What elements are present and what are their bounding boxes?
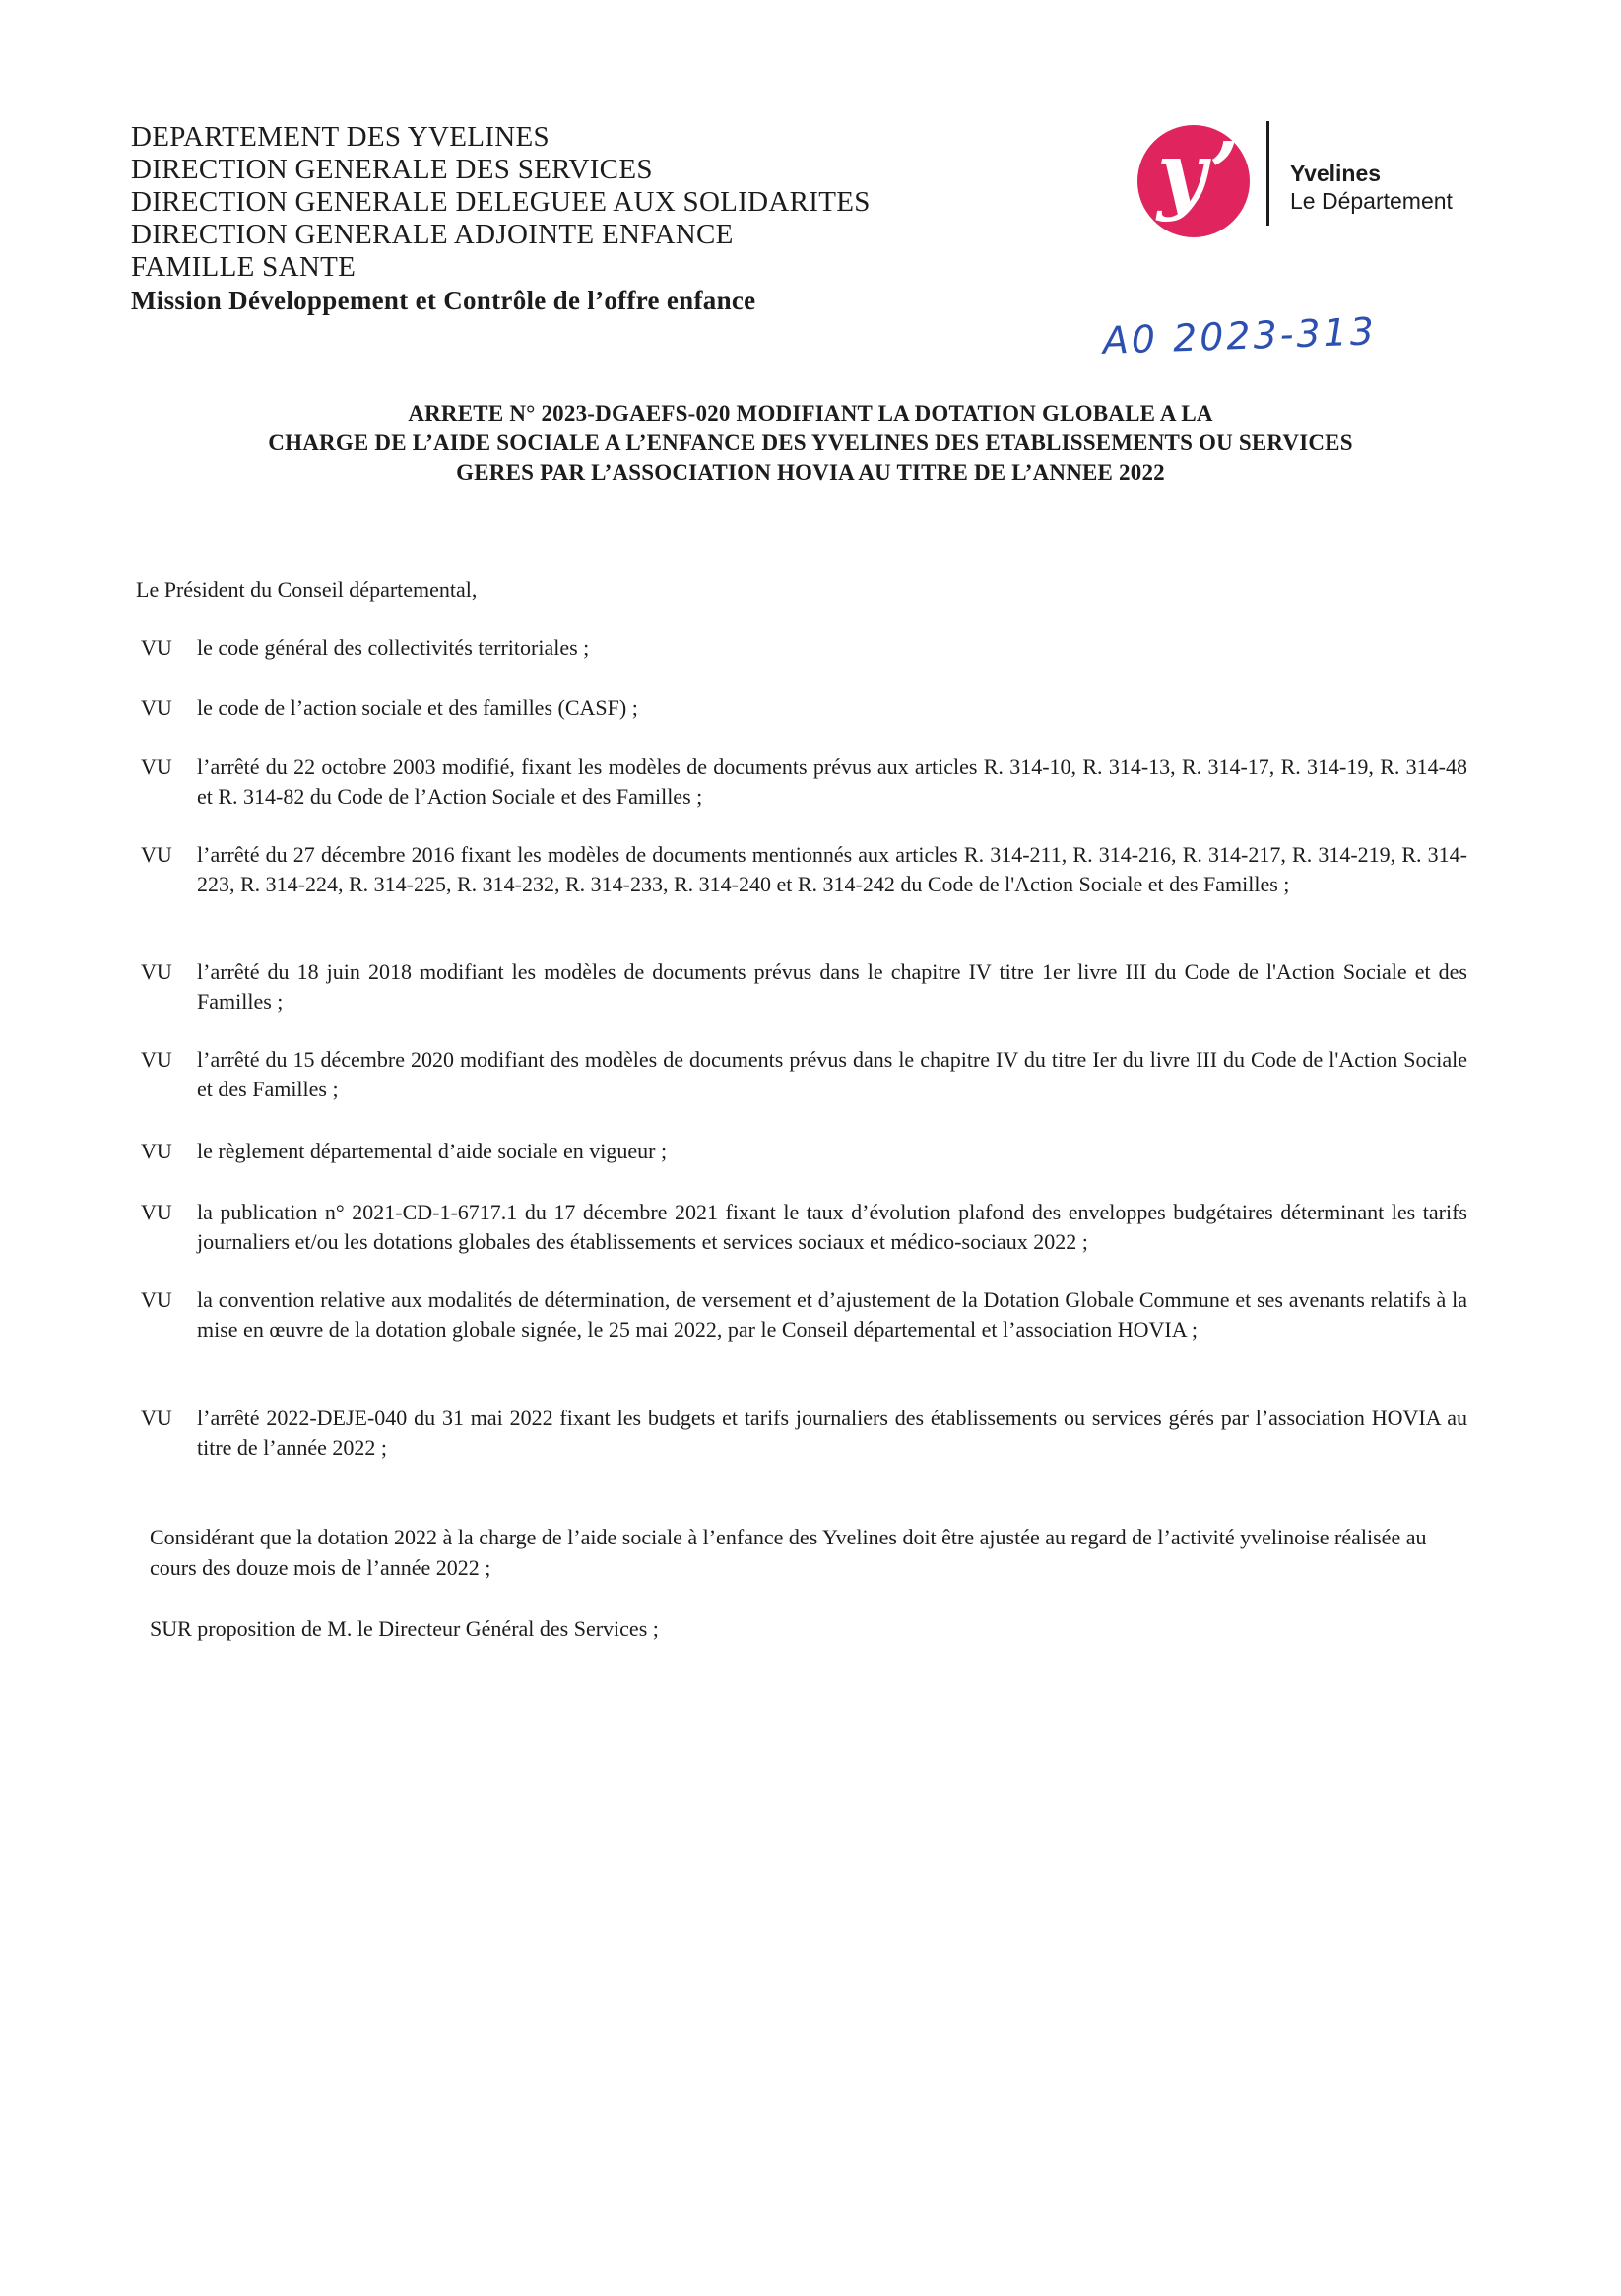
vu-label: VU (141, 695, 172, 720)
vu-label: VU (141, 1200, 172, 1224)
issuer-header (131, 121, 1017, 317)
vu-label: VU (141, 754, 172, 779)
vu-label: VU (141, 1287, 172, 1312)
yvelines-logo (1137, 121, 1472, 239)
logo-mark: y’ (1157, 124, 1240, 224)
logo-separator (1266, 121, 1269, 226)
vu-clause (138, 1137, 1467, 1166)
vu-clause (138, 1198, 1467, 1257)
vu-clause (138, 1045, 1467, 1104)
title-line: CHARGE DE L’AIDE SOCIALE A L’ENFANCE DES YVELINES DES ETABLISSEMENTS OU SERVICES (268, 430, 1353, 455)
vu-label: VU (141, 1406, 172, 1430)
handwritten-reference: A0 2023-313 (1102, 309, 1378, 362)
vu-clause (138, 1404, 1467, 1463)
vu-label: VU (141, 1047, 172, 1072)
header-line: FAMILLE SANTE (131, 251, 357, 283)
title-line: GERES PAR L’ASSOCIATION HOVIA AU TITRE DE L’ANNEE 2022 (456, 460, 1165, 485)
intro-line: Le Président du Conseil départemental, (136, 577, 478, 602)
vu-label: VU (141, 959, 172, 984)
clause-text: l’arrêté du 27 décembre 2016 fixant les modèles de documents mentionnés aux articles R. 314-211, R. 314-216, R. 314-217, R. 314-219, R. 314-223, R. 314-224, R. 314-225, R. 314-232, R. 314-233, R. 314-240 et R. 314-242 du Code de l'Action Sociale et des Familles ; (197, 842, 1467, 896)
vu-clause (138, 840, 1467, 899)
title-line: ARRETE N° 2023-DGAEFS-020 MODIFIANT LA DOTATION GLOBALE A LA (408, 401, 1213, 426)
document-title (148, 399, 1473, 488)
vu-clause (138, 957, 1467, 1017)
vu-clause (138, 633, 1467, 663)
vu-label: VU (141, 635, 172, 660)
clause-text: l’arrêté 2022-DEJE-040 du 31 mai 2022 fixant les budgets et tarifs journaliers des établissements ou services gérés par l’association HOVIA au titre de l’année 2022 ; (197, 1406, 1467, 1460)
vu-clause (138, 693, 1467, 723)
logo-title: Yvelines (1290, 161, 1382, 186)
header-line: DEPARTEMENT DES YVELINES (131, 121, 550, 153)
clause-text: l’arrêté du 15 décembre 2020 modifiant des modèles de documents prévus dans le chapitre IV du titre Ier du livre III du Code de l'Action Sociale et des Familles ; (197, 1047, 1467, 1101)
vu-label: VU (141, 1139, 172, 1163)
clause-text: le code général des collectivités territoriales ; (197, 635, 590, 660)
header-line: DIRECTION GENERALE ADJOINTE ENFANCE (131, 219, 734, 250)
header-line: DIRECTION GENERALE DES SERVICES (131, 154, 653, 185)
considerant-paragraph: Considérant que la dotation 2022 à la charge de l’aide sociale à l’enfance des Yvelines doit être ajustée au regard de l’activité yvelinoise réalisée au cours des douze mois de l’année 2022 ; (150, 1525, 1427, 1580)
vu-label: VU (141, 842, 172, 867)
vu-clause (138, 753, 1467, 812)
clause-text: la publication n° 2021-CD-1-6717.1 du 17 décembre 2021 fixant le taux d’évolution plafond des enveloppes budgétaires déterminant les tarifs journaliers et/ou les dotations globales des établissements et services sociaux et médico-sociaux 2022 ; (197, 1200, 1467, 1254)
vu-clause (138, 1285, 1467, 1345)
header-line: DIRECTION GENERALE DELEGUEE AUX SOLIDARITES (131, 186, 871, 218)
clause-text: le code de l’action sociale et des familles (CASF) ; (197, 695, 638, 720)
clause-text: la convention relative aux modalités de détermination, de versement et d’ajustement de la Dotation Globale Commune et ses avenants relatifs à la mise en œuvre de la dotation globale signée, le 25 mai 2022, par le Conseil départemental et l’association HOVIA ; (197, 1287, 1467, 1342)
clause-text: l’arrêté du 18 juin 2018 modifiant les modèles de documents prévus dans le chapitre IV titre 1er livre III du Code de l'Action Sociale et des Familles ; (197, 959, 1467, 1014)
clause-text: l’arrêté du 22 octobre 2003 modifié, fixant les modèles de documents prévus aux articles R. 314-10, R. 314-13, R. 314-17, R. 314-19, R. 314-48 et R. 314-82 du Code de l’Action Sociale et des Familles ; (197, 754, 1467, 809)
sur-proposition-line: SUR proposition de M. le Directeur Général des Services ; (150, 1616, 659, 1641)
logo-subtitle: Le Département (1290, 188, 1453, 214)
clause-text: le règlement départemental d’aide sociale en vigueur ; (197, 1139, 668, 1163)
mission-line: Mission Développement et Contrôle de l’offre enfance (131, 286, 756, 315)
